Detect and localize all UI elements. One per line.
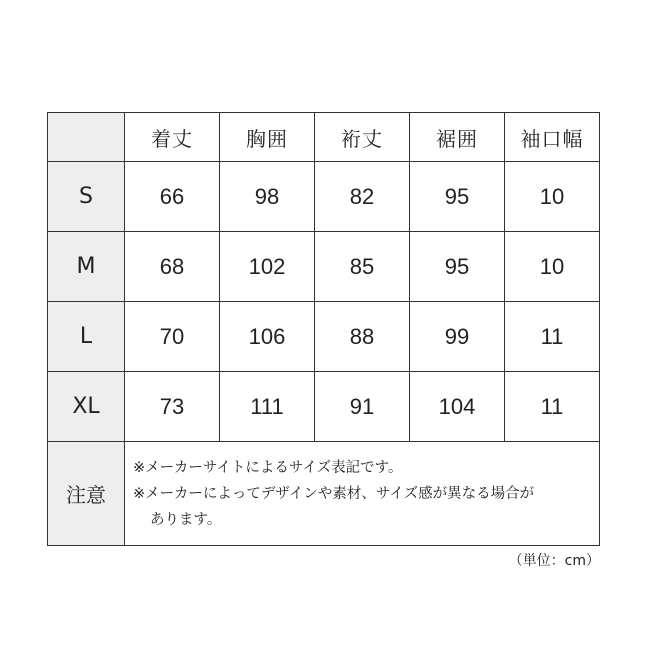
note-row xyxy=(48,442,600,546)
size-label: L xyxy=(48,302,125,372)
column-header-chest: 胸囲 xyxy=(220,113,315,162)
table-cell: 102 xyxy=(220,232,315,302)
note-line: ※メーカーサイトによるサイズ表記です。 xyxy=(133,459,403,476)
table-row xyxy=(48,232,600,302)
header-row xyxy=(48,113,600,162)
table-cell: 95 xyxy=(410,162,505,232)
corner-cell xyxy=(48,113,125,162)
size-label: S xyxy=(48,162,125,232)
note-label: 注意 xyxy=(48,442,125,546)
table-cell: 68 xyxy=(125,232,220,302)
table-cell: 73 xyxy=(125,372,220,442)
table-cell: 10 xyxy=(505,162,600,232)
table-cell: 91 xyxy=(315,372,410,442)
table-cell: 104 xyxy=(410,372,505,442)
note-line: ※メーカーによってデザインや素材、サイズ感が異なる場合が xyxy=(133,485,535,502)
table-cell: 88 xyxy=(315,302,410,372)
note-text xyxy=(125,442,600,546)
table-cell: 11 xyxy=(505,302,600,372)
size-label: XL xyxy=(48,372,125,442)
table-row xyxy=(48,162,600,232)
size-label: M xyxy=(48,232,125,302)
table-cell: 66 xyxy=(125,162,220,232)
table-row xyxy=(48,302,600,372)
column-header-length: 着丈 xyxy=(125,113,220,162)
table-cell: 85 xyxy=(315,232,410,302)
size-chart-table xyxy=(47,112,600,546)
table-cell: 111 xyxy=(220,372,315,442)
unit-label: （単位：cm） xyxy=(508,553,600,569)
table-cell: 10 xyxy=(505,232,600,302)
table-cell: 82 xyxy=(315,162,410,232)
note-line: あります。 xyxy=(150,511,222,528)
table-cell: 98 xyxy=(220,162,315,232)
table-cell: 106 xyxy=(220,302,315,372)
table-row xyxy=(48,372,600,442)
table-cell: 70 xyxy=(125,302,220,372)
table-cell: 99 xyxy=(410,302,505,372)
column-header-hem: 裾囲 xyxy=(410,113,505,162)
table-cell: 11 xyxy=(505,372,600,442)
column-header-cuff-width: 袖口幅 xyxy=(505,113,600,162)
column-header-sleeve-length: 裄丈 xyxy=(315,113,410,162)
table-cell: 95 xyxy=(410,232,505,302)
